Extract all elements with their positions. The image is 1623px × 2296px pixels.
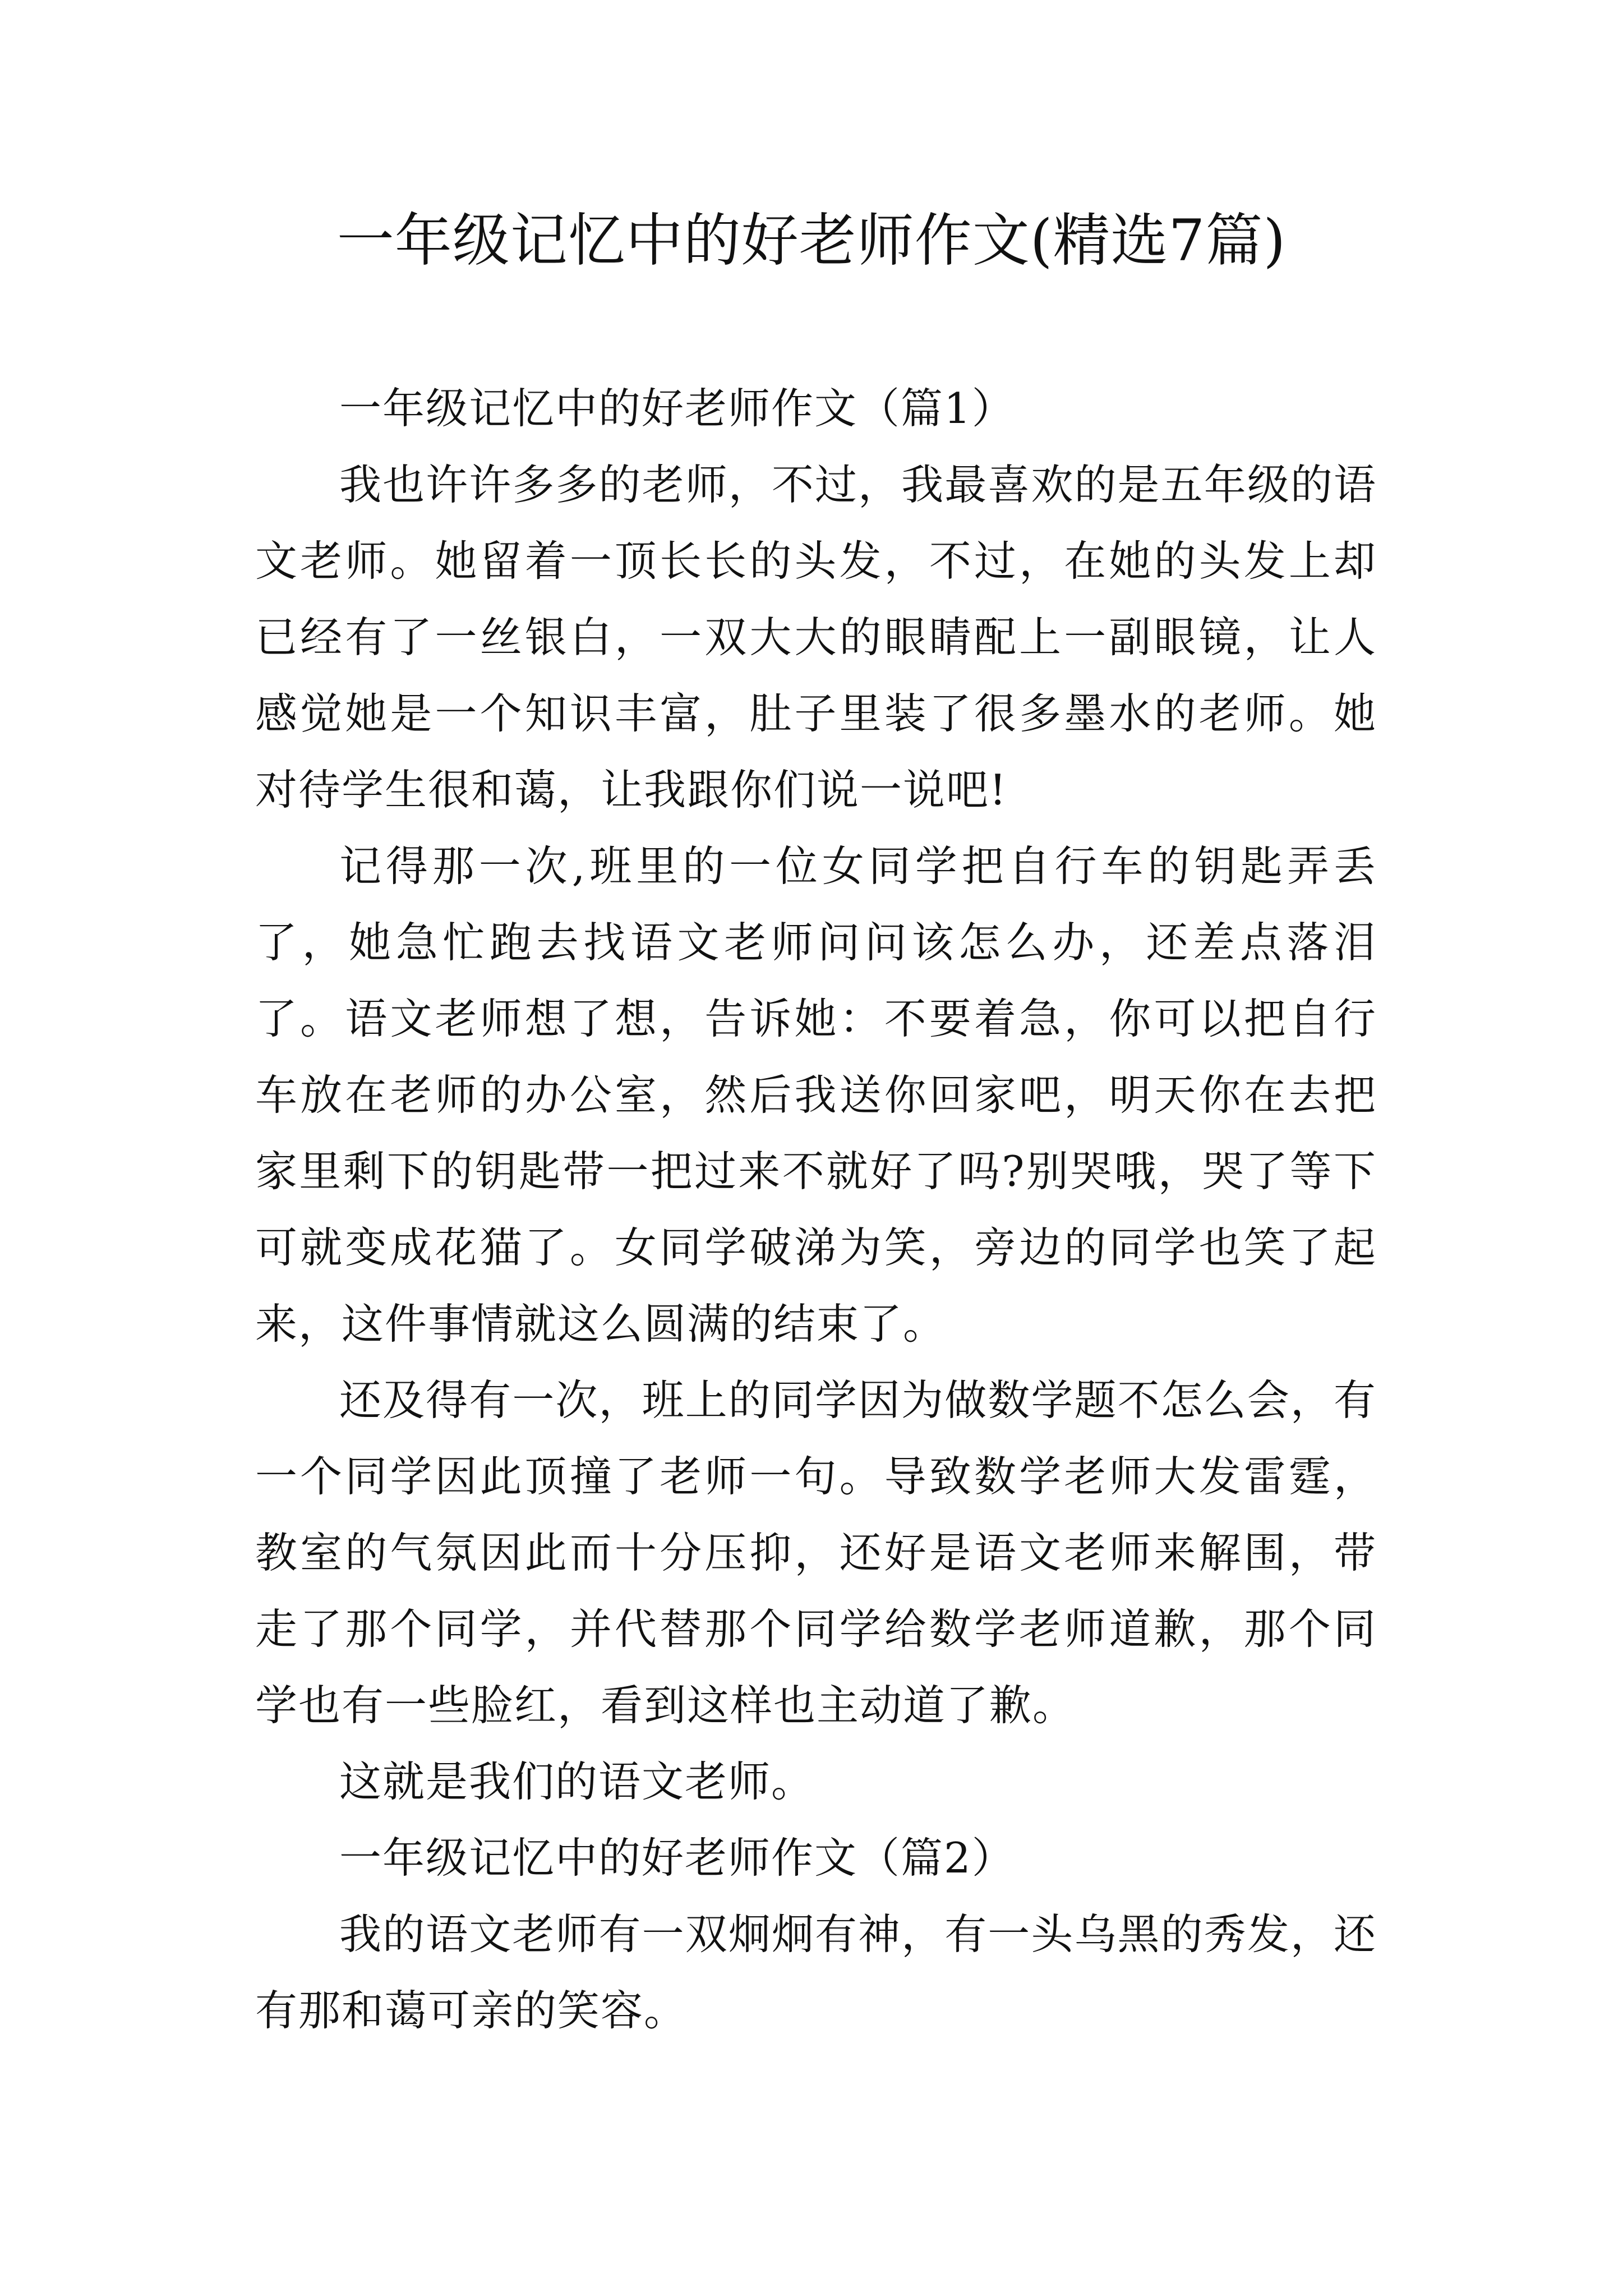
document-title: 一年级记忆中的好老师作文(精选7篇) [336,208,1287,274]
paragraph: 这就是我们的语文老师。 [339,1757,815,1806]
paragraph: 还及得有一次，班上的同学因为做数学题不怎么会，有一个同学因此顶撞了老师一句。导致数学老师大发雷霆，教室的气氛因此而十分压抑，还好是语文老师来解围，带走了那个同学，并代替那个同学给数学老师道歉，那个同学也有一些脸红，看到这样也主动道了歉。 [255,1375,1377,1730]
document-body [255,370,1377,2049]
section-heading: 一年级记忆中的好老师作文（篇2） [339,1833,1015,1883]
paragraph: 记得那一次,班里的一位女同学把自行车的钥匙弄丢了，她急忙跑去找语文老师问问该怎么办，还差点落泪了。语文老师想了想，告诉她：不要着急，你可以把自行车放在老师的办公室，然后我送你回家吧，明天你在去把家里剩下的钥匙带一把过来不就好了吗?别哭哦，哭了等下可就变成花猫了。女同学破涕为笑，旁边的同学也笑了起来，这件事情就这么圆满的结束了。 [255,841,1377,1349]
section-heading: 一年级记忆中的好老师作文（篇1） [339,384,1015,433]
paragraph: 我的语文老师有一双炯炯有神，有一头乌黑的秀发，还有那和蔼可亲的笑容。 [255,1910,1377,2035]
paragraph: 我也许许多多的老师，不过，我最喜欢的是五年级的语文老师。她留着一顶长长的头发，不过，在她的头发上却已经有了一丝银白，一双大大的眼睛配上一副眼镜，让人感觉她是一个知识丰富，肚子里装了很多墨水的老师。她对待学生很和蔼，让我跟你们说一说吧! [255,460,1377,815]
